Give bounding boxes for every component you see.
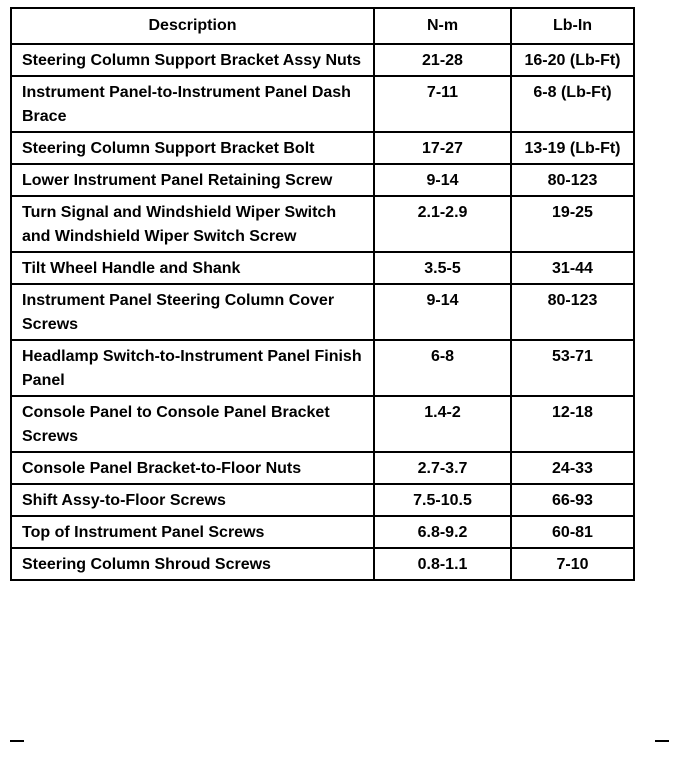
description-cell: Steering Column Shroud Screws — [11, 548, 374, 580]
description-cell: Shift Assy-to-Floor Screws — [11, 484, 374, 516]
table-row — [11, 396, 634, 452]
nm-cell: 2.1-2.9 — [374, 196, 511, 252]
nm-cell: 7.5-10.5 — [374, 484, 511, 516]
nm-cell: 0.8-1.1 — [374, 548, 511, 580]
table-row — [11, 452, 634, 484]
lbin-cell: 80-123 — [511, 164, 634, 196]
table-row — [11, 76, 634, 132]
description-cell: Steering Column Support Bracket Assy Nuts — [11, 44, 374, 76]
lbin-cell: 80-123 — [511, 284, 634, 340]
description-cell: Tilt Wheel Handle and Shank — [11, 252, 374, 284]
torque-specification-table — [10, 7, 635, 581]
bottom-right-mark — [655, 740, 669, 742]
lbin-cell: 12-18 — [511, 396, 634, 452]
header-row — [11, 8, 634, 44]
lbin-cell: 24-33 — [511, 452, 634, 484]
header-description: Description — [11, 8, 374, 44]
header-nm: N-m — [374, 8, 511, 44]
table-row — [11, 196, 634, 252]
nm-cell: 2.7-3.7 — [374, 452, 511, 484]
lbin-cell: 60-81 — [511, 516, 634, 548]
lbin-cell: 53-71 — [511, 340, 634, 396]
nm-cell: 6-8 — [374, 340, 511, 396]
lbin-cell: 66-93 — [511, 484, 634, 516]
nm-cell: 9-14 — [374, 164, 511, 196]
header-lbin: Lb-In — [511, 8, 634, 44]
table-row — [11, 340, 634, 396]
nm-cell: 3.5-5 — [374, 252, 511, 284]
lbin-cell: 13-19 (Lb-Ft) — [511, 132, 634, 164]
description-cell: Turn Signal and Windshield Wiper Switch and Windshield Wiper Switch Screw — [11, 196, 374, 252]
description-cell: Lower Instrument Panel Retaining Screw — [11, 164, 374, 196]
lbin-cell: 16-20 (Lb-Ft) — [511, 44, 634, 76]
table-row — [11, 516, 634, 548]
table-row — [11, 44, 634, 76]
nm-cell: 1.4-2 — [374, 396, 511, 452]
table-row — [11, 132, 634, 164]
description-cell: Headlamp Switch-to-Instrument Panel Finish Panel — [11, 340, 374, 396]
lbin-cell: 31-44 — [511, 252, 634, 284]
description-cell: Console Panel to Console Panel Bracket Screws — [11, 396, 374, 452]
table-body — [11, 44, 634, 580]
description-cell: Steering Column Support Bracket Bolt — [11, 132, 374, 164]
table-row — [11, 252, 634, 284]
table-row — [11, 284, 634, 340]
table-row — [11, 484, 634, 516]
lbin-cell: 7-10 — [511, 548, 634, 580]
description-cell: Instrument Panel-to-Instrument Panel Dash Brace — [11, 76, 374, 132]
nm-cell: 6.8-9.2 — [374, 516, 511, 548]
nm-cell: 17-27 — [374, 132, 511, 164]
bottom-left-mark — [10, 740, 24, 742]
table-row — [11, 164, 634, 196]
description-cell: Top of Instrument Panel Screws — [11, 516, 374, 548]
table-row — [11, 548, 634, 580]
lbin-cell: 6-8 (Lb-Ft) — [511, 76, 634, 132]
nm-cell: 21-28 — [374, 44, 511, 76]
description-cell: Console Panel Bracket-to-Floor Nuts — [11, 452, 374, 484]
description-cell: Instrument Panel Steering Column Cover Screws — [11, 284, 374, 340]
nm-cell: 7-11 — [374, 76, 511, 132]
nm-cell: 9-14 — [374, 284, 511, 340]
lbin-cell: 19-25 — [511, 196, 634, 252]
